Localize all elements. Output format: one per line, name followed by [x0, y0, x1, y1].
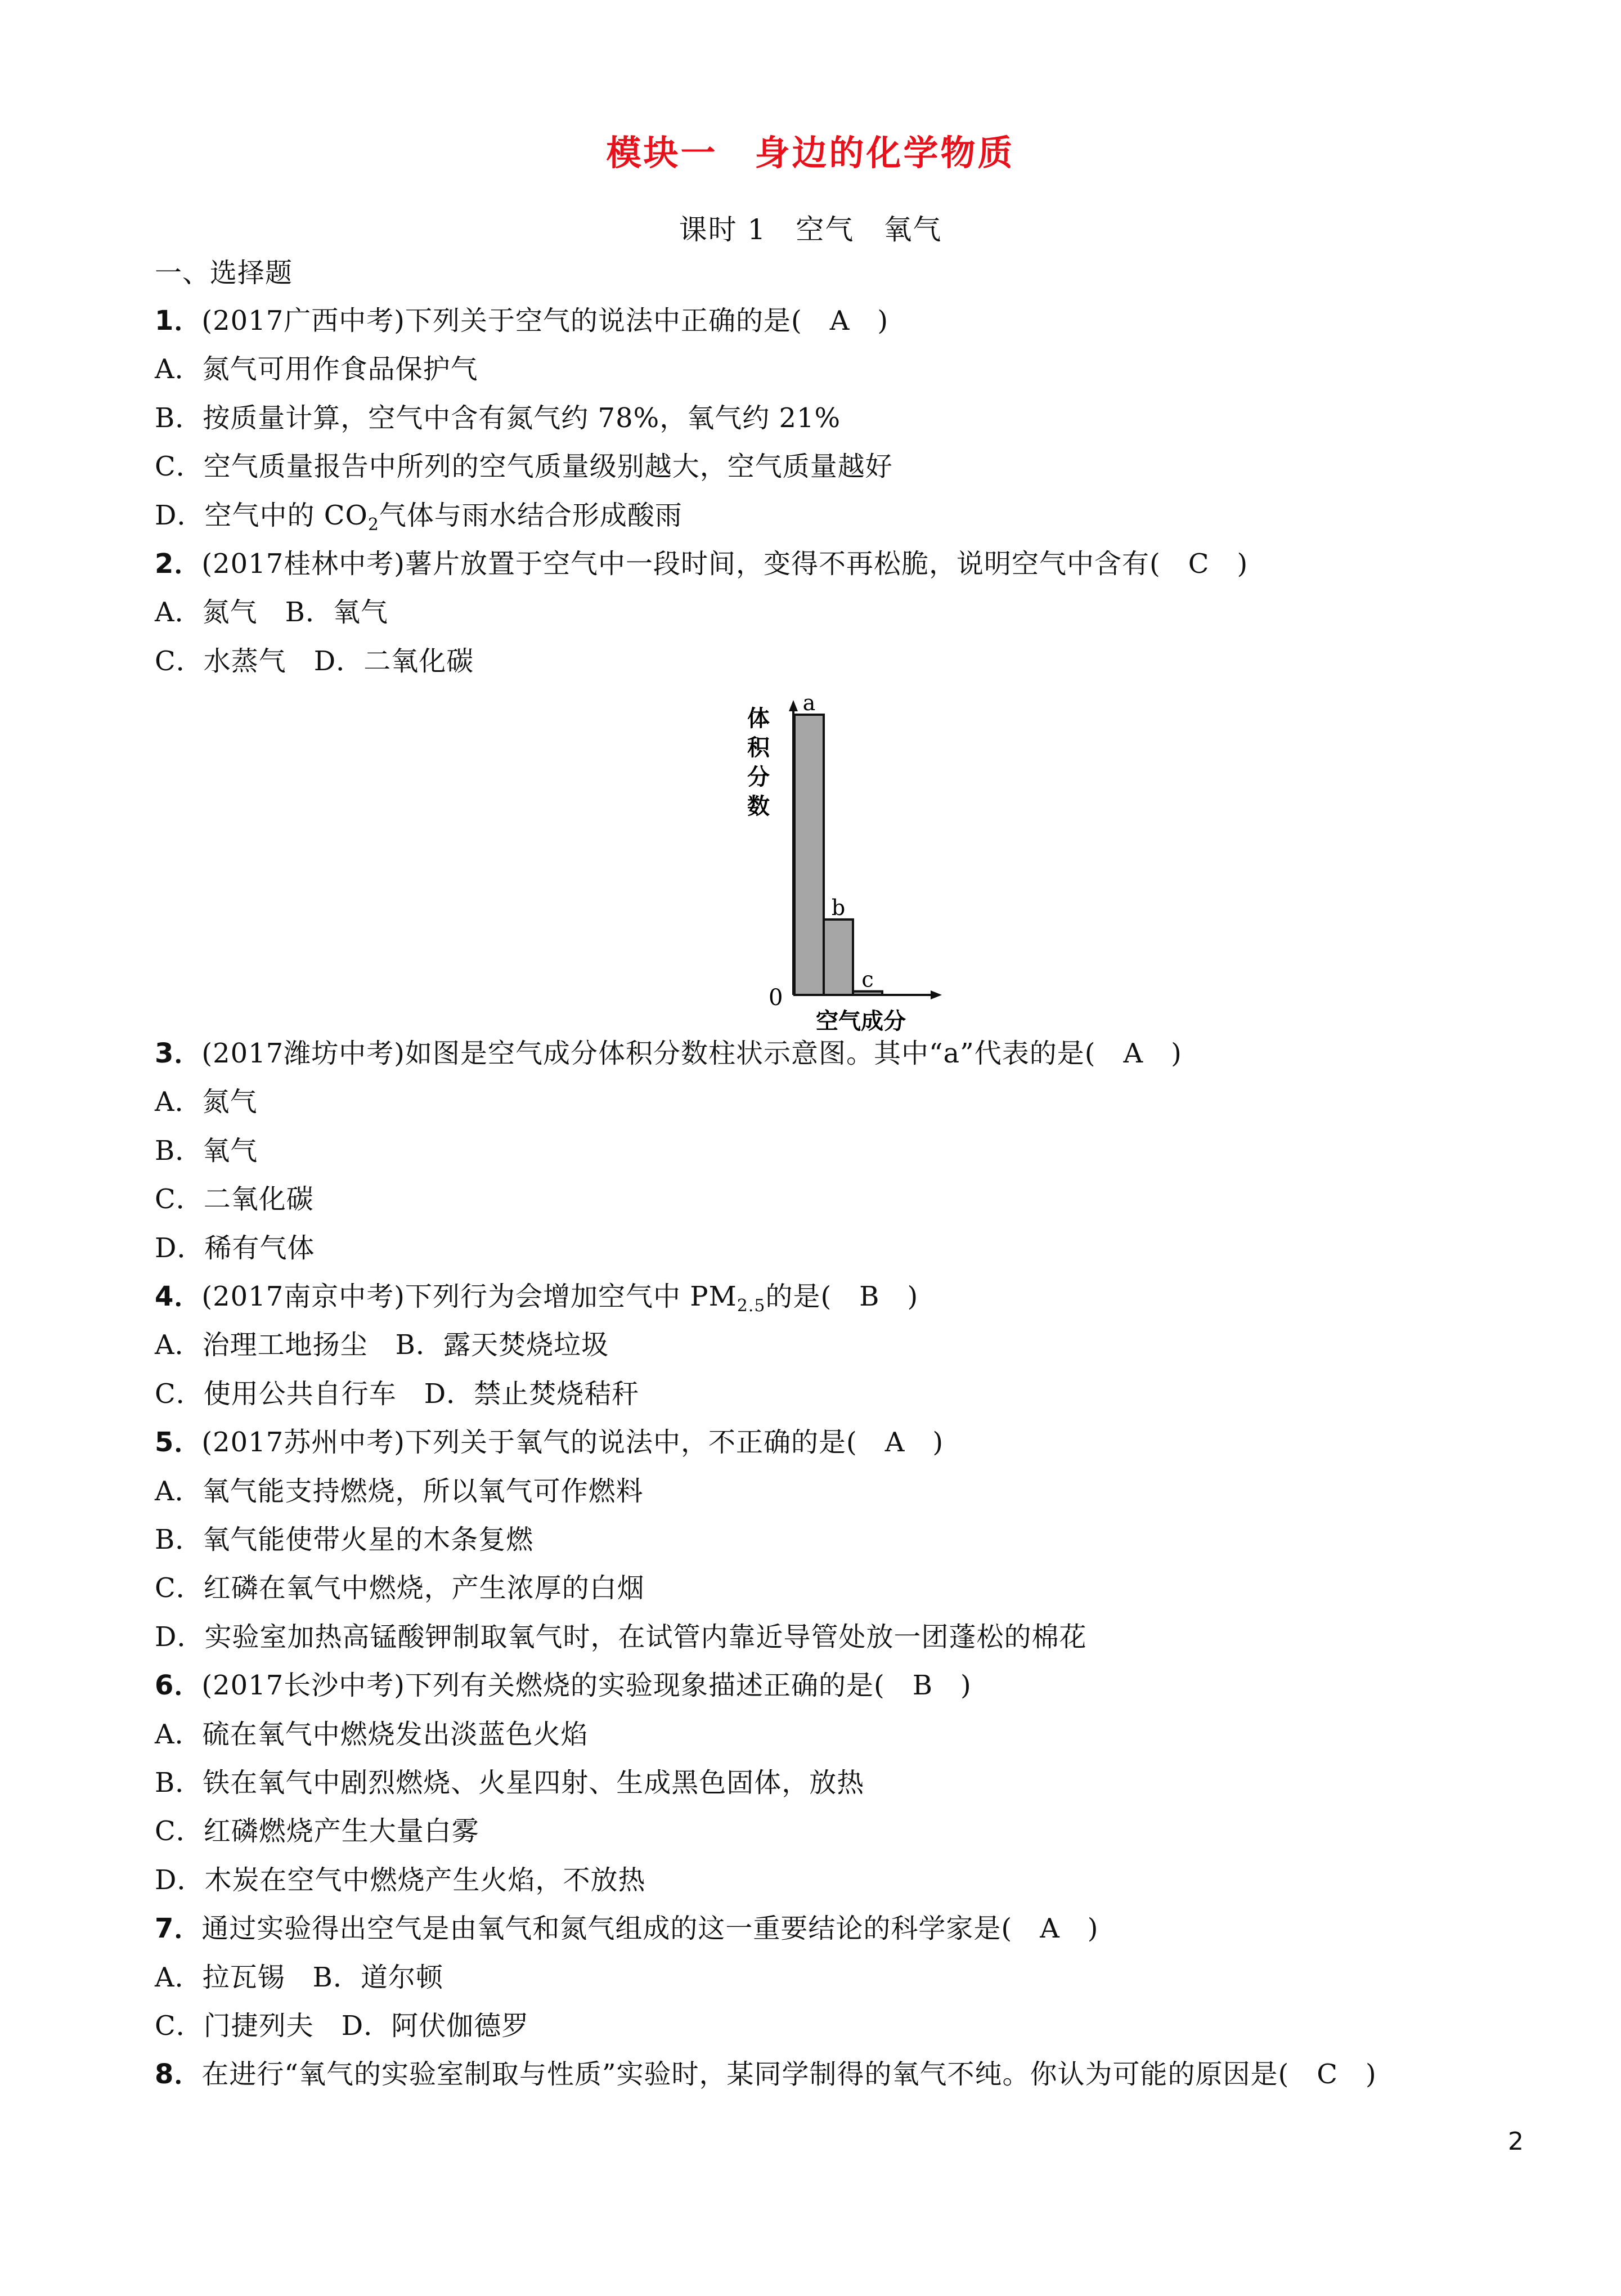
- question-3: [155, 1037, 1182, 1070]
- option-text: 气体与雨水结合形成酸雨: [379, 500, 682, 531]
- section-heading: 一、选择题: [155, 257, 293, 289]
- option: A．拉瓦锡 B．道尔顿: [155, 1962, 443, 1993]
- question-number: 7．: [155, 1913, 202, 1944]
- option: C．水蒸气 D．二氧化碳: [155, 645, 474, 677]
- question-2: [155, 547, 1248, 581]
- question-stem: 在进行“氧气的实验室制取与性质”实验时，某同学制得的氧气不纯。你认为可能的原因是( C ): [201, 2059, 1377, 2090]
- option: C．门捷列夫 D．阿伏伽德罗: [155, 2010, 529, 2042]
- y-axis-label-char: 积: [747, 735, 770, 761]
- y-axis-label-char: 体: [747, 706, 770, 732]
- option: A．硫在氧气中燃烧发出淡蓝色火焰: [155, 1719, 589, 1750]
- option: C．使用公共自行车 D．禁止焚烧秸秆: [155, 1378, 640, 1410]
- option: A．氮气: [155, 1086, 258, 1118]
- question-stem: (2017长沙中考)下列有关燃烧的实验现象描述正确的是( B ): [201, 1670, 972, 1701]
- question-1: [155, 304, 888, 338]
- question-stem: (2017桂林中考)薯片放置于空气中一段时间，变得不再松脆，说明空气中含有( C ): [201, 548, 1249, 580]
- question-4: [155, 1280, 918, 1323]
- question-6: [155, 1669, 972, 1702]
- option: B．按质量计算，空气中含有氮气约 78%，氧气约 21%: [155, 402, 841, 434]
- option: A．氮气 B．氧气: [155, 597, 388, 628]
- option: D．稀有气体: [155, 1232, 315, 1264]
- question-number: 8．: [155, 2059, 202, 2090]
- question-stem: 的是( B ): [765, 1281, 919, 1312]
- option: D．木炭在空气中燃烧产生火焰，不放热: [155, 1864, 646, 1896]
- option: D．实验室加热高锰酸钾制取氧气时，在试管内靠近导管处放一团蓬松的棉花: [155, 1621, 1087, 1653]
- question-stem: 通过实验得出空气是由氧气和氮气组成的这一重要结论的科学家是( A ): [201, 1913, 1099, 1944]
- page-title: 模块一 身边的化学物质: [606, 132, 1015, 173]
- option: B．氧气能使带火星的木条复燃: [155, 1524, 534, 1555]
- option: C．红磷燃烧产生大量白雾: [155, 1815, 479, 1847]
- lesson-title: 课时 1 空气 氧气: [679, 213, 942, 246]
- subscript: 2.5: [737, 1296, 766, 1316]
- y-axis-label: [747, 706, 770, 819]
- question-number: 1．: [155, 305, 202, 337]
- y-axis-arrow: [789, 700, 798, 711]
- option: A．治理工地扬尘 B．露天焚烧垃圾: [155, 1329, 609, 1361]
- bar-b: [824, 920, 853, 995]
- question-stem: (2017苏州中考)下列关于氧气的说法中，不正确的是( A ): [201, 1427, 944, 1458]
- question-stem: (2017潍坊中考)如图是空气成分体积分数柱状示意图。其中“a”代表的是( A ): [201, 1038, 1182, 1069]
- option: [155, 499, 682, 542]
- bar-a: [794, 715, 824, 995]
- x-axis-arrow: [931, 990, 942, 999]
- air-composition-bar-chart: [715, 698, 962, 1035]
- x-axis-label: 空气成分: [816, 1008, 906, 1034]
- subscript: 2: [367, 515, 379, 535]
- question-stem: (2017广西中考)下列关于空气的说法中正确的是( A ): [201, 305, 889, 337]
- option: B．铁在氧气中剧烈燃烧、火星四射、生成黑色固体，放热: [155, 1767, 865, 1799]
- question-number: 4．: [155, 1281, 202, 1312]
- option: A．氧气能支持燃烧，所以氧气可作燃料: [155, 1476, 644, 1507]
- option: A．氮气可用作食品保护气: [155, 353, 478, 385]
- question-number: 5．: [155, 1427, 202, 1458]
- question-number: 3．: [155, 1038, 202, 1069]
- option: B．氧气: [155, 1135, 258, 1167]
- option-text: D．空气中的 CO: [155, 500, 368, 531]
- y-axis-label-char: 数: [747, 793, 770, 819]
- bar-label-a: a: [802, 698, 816, 715]
- question-number: 2．: [155, 548, 202, 580]
- question-number: 6．: [155, 1670, 202, 1701]
- bar-label-c: c: [861, 967, 874, 992]
- option: C．空气质量报告中所列的空气质量级别越大，空气质量越好: [155, 451, 893, 482]
- question-stem: (2017南京中考)下列行为会增加空气中 PM: [201, 1281, 737, 1312]
- question-7: [155, 1912, 1099, 1945]
- option: C．二氧化碳: [155, 1183, 314, 1215]
- question-8: [155, 2057, 1377, 2091]
- origin-label: 0: [769, 985, 783, 1011]
- question-5: [155, 1425, 944, 1459]
- option: C．红磷在氧气中燃烧，产生浓厚的白烟: [155, 1572, 645, 1604]
- page-number: 2: [1508, 2127, 1524, 2156]
- bar-label-b: b: [831, 895, 846, 920]
- y-axis-label-char: 分: [747, 764, 770, 790]
